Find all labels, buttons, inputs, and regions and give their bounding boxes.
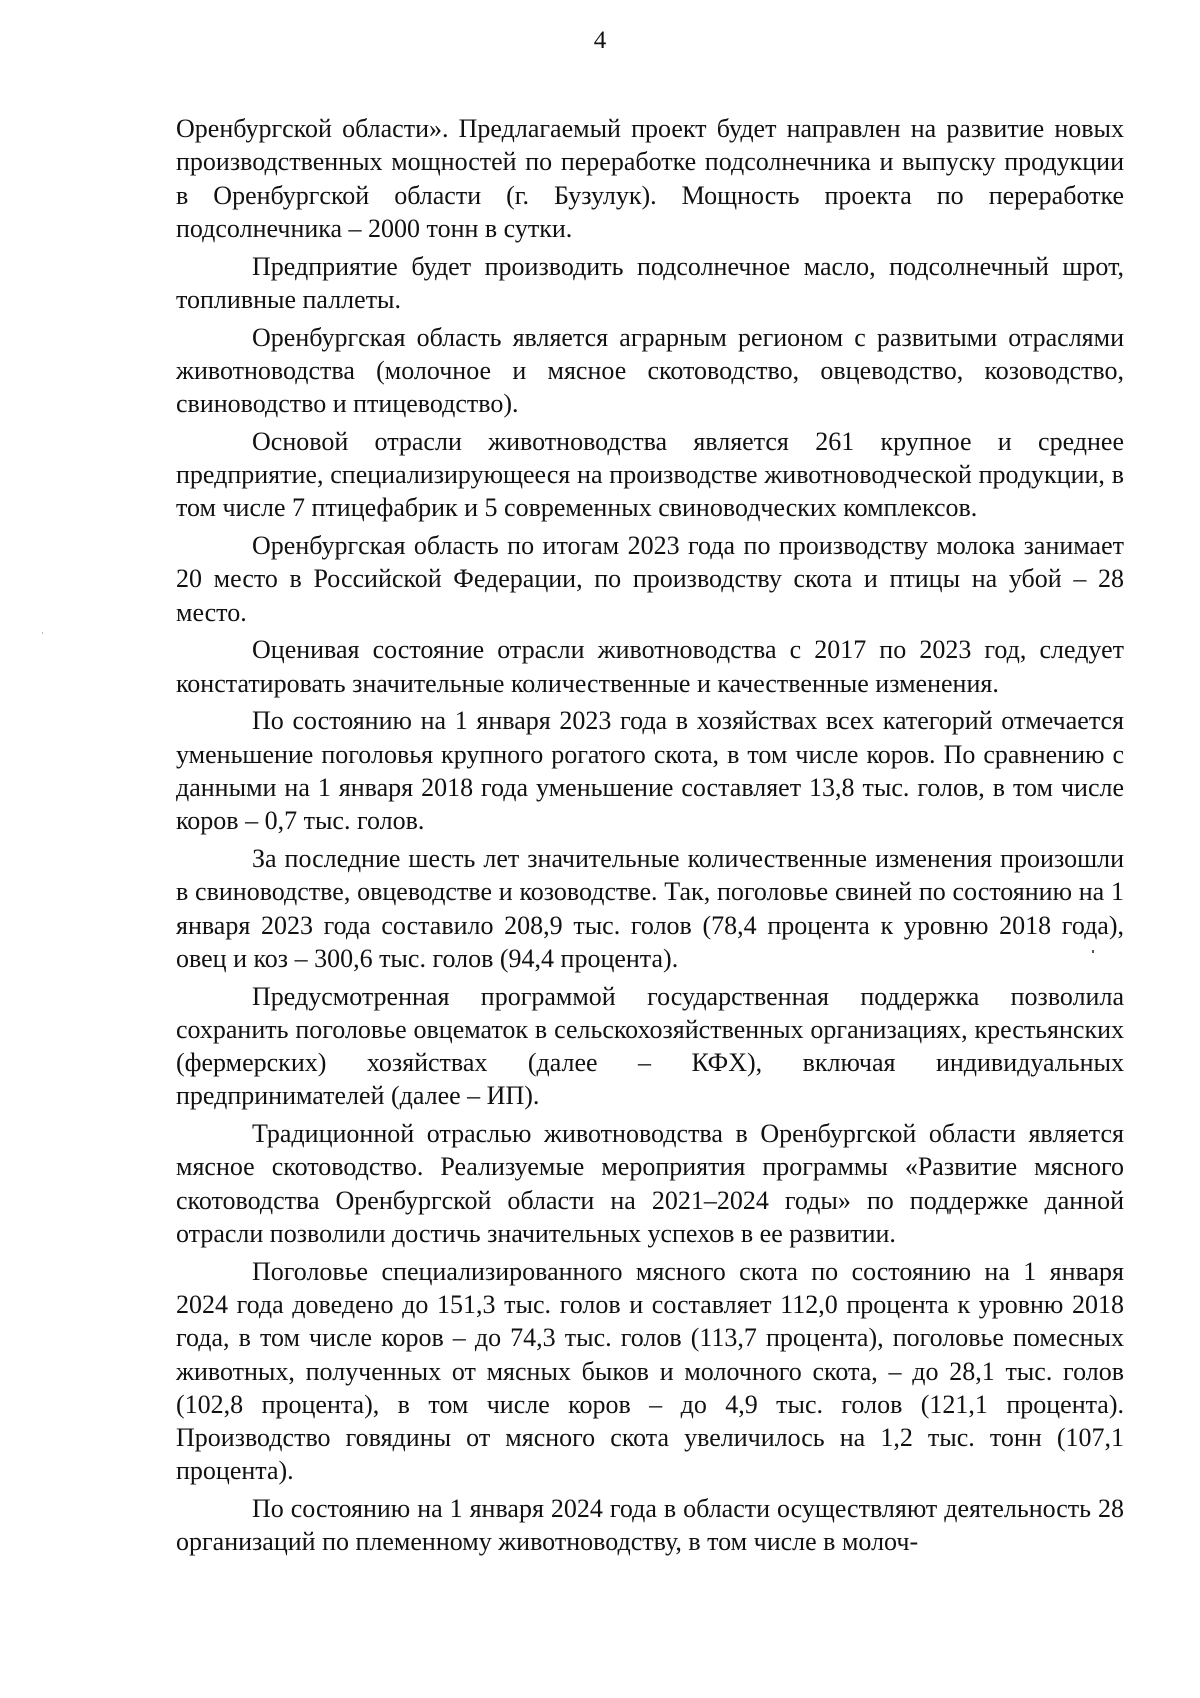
scan-artifact <box>1092 950 1094 953</box>
document-body <box>176 112 1124 1563</box>
paragraph: Оценивая состояние отрасли животноводства с 2017 по 2023 год, следует констатировать значительные количественные и качественные изменения. <box>176 635 1124 698</box>
paragraph: Основой отрасли животноводства является 261 крупное и среднее предприятие, специализирующееся на производстве животноводческой продукции, в том числе 7 птицефабрик и 5 современных свиноводческих комплексов. <box>176 426 1124 523</box>
scan-artifact <box>42 632 43 634</box>
paragraph: По состоянию на 1 января 2023 года в хозяйствах всех категорий отмечается уменьшение поголовья крупного рогатого скота, в том числе коров. По сравнению с данными на 1 января 2018 года уменьшение составляет 13,8 тыс. голов, в том числе коров – 0,7 тыс. голов. <box>176 706 1124 836</box>
paragraph: Традиционной отраслью животноводства в Оренбургской области является мясное скотоводство. Реализуемые мероприятия программы «Развитие мясного скотоводства Оренбургской области на 2021–2024 годы» по поддержке данной отрасли позволили достичь значительных успехов в ее развитии. <box>176 1119 1124 1249</box>
page-number: 4 <box>593 27 607 54</box>
paragraph: Оренбургская область по итогам 2023 года по производству молока занимает 20 место в Российской Федерации, по производству скота и птицы на убой – 28 место. <box>176 531 1124 627</box>
paragraph: Поголовье специализированного мясного скота по состоянию на 1 января 2024 года доведено до 151,3 тыс. голов и составляет 112,0 процента к уровню 2018 года, в том числе коров – до 74,3 тыс. голов (113,7 процента), поголовье помесных животных, полученных от мясных быков и молочного скота, – до 28,1 тыс. голов (102,8 процента), в том числе коров – до 4,9 тыс. голов (121,1 процента). Производство говядины от мясного скота увеличилось на 1,2 тыс. тонн (107,1 процента). <box>176 1256 1124 1486</box>
paragraph: Предусмотренная программой государственная поддержка позволила сохранить поголовье овцематок в сельскохозяйственных организациях, крестьянских (фермерских) хозяйствах (далее – КФХ), включая индивидуальных предпринимателей (далее – ИП). <box>176 981 1124 1111</box>
paragraph: Предприятие будет производить подсолнечное масло, подсолнечный шрот, топливные паллеты. <box>176 251 1124 314</box>
paragraph: За последние шесть лет значительные количественные изменения произошли в свиноводстве, овцеводстве и козоводстве. Так, поголовье свиней по состоянию на 1 января 2023 года составило 208,9 тыс. голов (78,4 процента к уровню 2018 года), овец и коз – 300,6 тыс. голов (94,4 процента). <box>176 843 1124 973</box>
paragraph: Оренбургская область является аграрным регионом с развитыми отраслями животноводства (молочное и мясное скотоводство, овцеводство, козоводство, свиноводство и птицеводство). <box>176 322 1124 419</box>
paragraph-continuation: Оренбургской области». Предлагаемый проект будет направлен на развитие новых производственных мощностей по переработке подсолнечника и выпуску продукции в Оренбургской области (г. Бузулук). Мощность проекта по переработке подсолнечника – 2000 тонн в сутки. <box>176 114 1124 243</box>
paragraph: По состоянию на 1 января 2024 года в области осуществляют деятельность 28 организаций по племенному животноводству, в том числе в молоч- <box>176 1494 1124 1557</box>
